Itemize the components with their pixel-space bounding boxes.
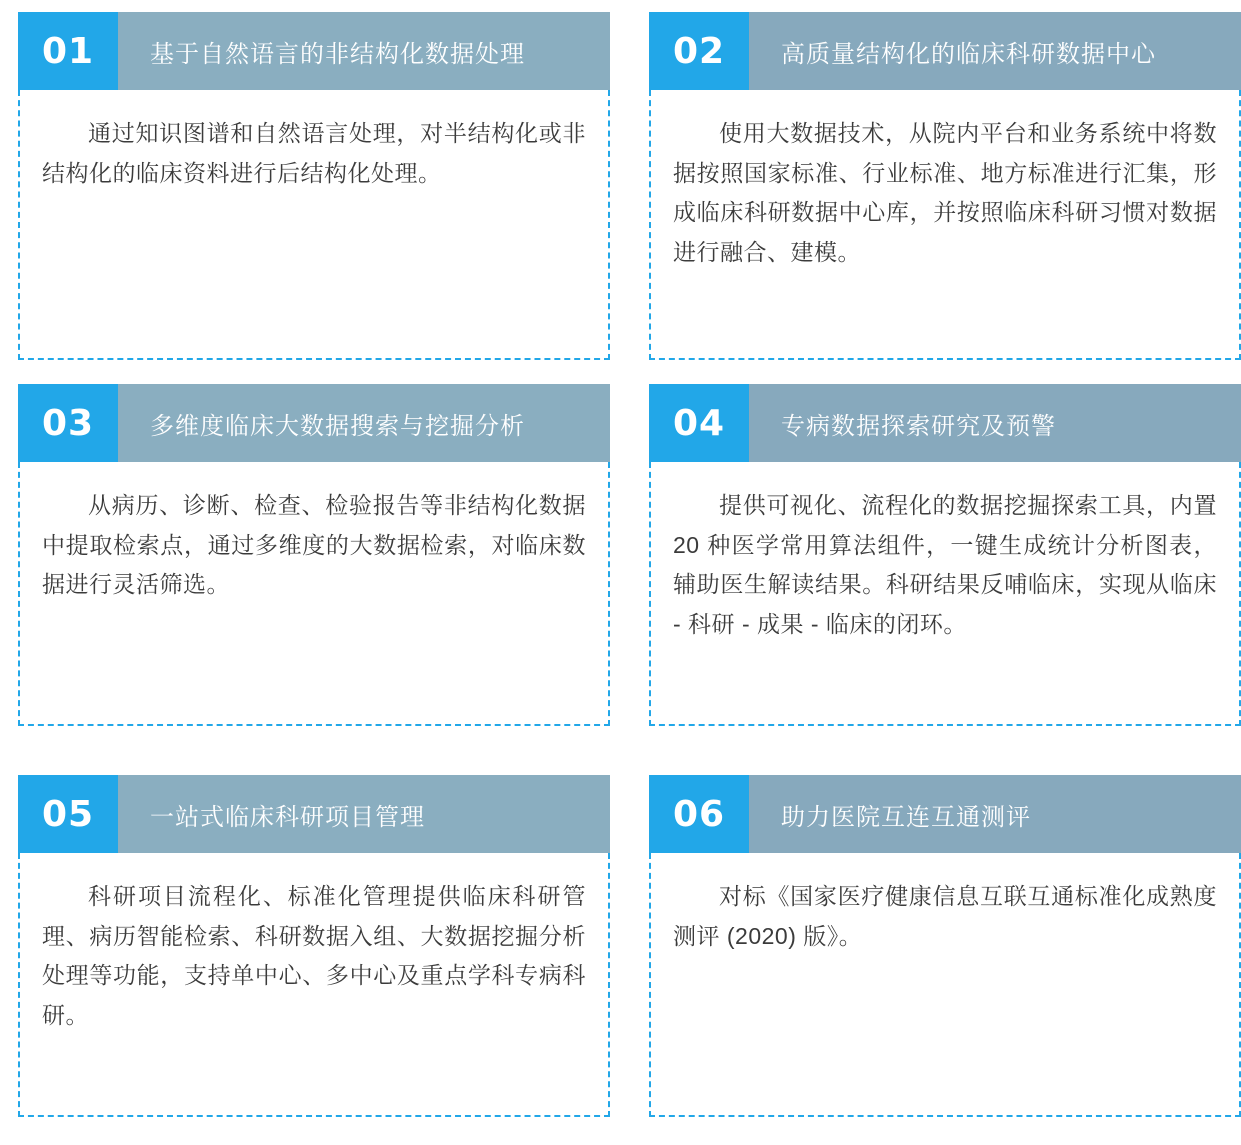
card-title: 专病数据探索研究及预警	[749, 384, 1241, 462]
card-number: 03	[18, 384, 118, 462]
card-body-text: 提供可视化、流程化的数据挖掘探索工具，内置 20 种医学常用算法组件，一键生成统计分析图表，辅助医生解读结果。科研结果反哺临床，实现从临床 - 科研 - 成果 - 临床的闭环。	[673, 492, 1217, 637]
card-body	[649, 853, 1241, 1117]
card-number: 02	[649, 12, 749, 90]
card-header	[18, 775, 610, 853]
card-body	[18, 853, 610, 1117]
card-header	[649, 12, 1241, 90]
card-number: 01	[18, 12, 118, 90]
card-title: 多维度临床大数据搜索与挖掘分析	[118, 384, 610, 462]
card-header	[18, 12, 610, 90]
feature-card-05	[18, 775, 610, 1145]
card-number: 06	[649, 775, 749, 853]
card-title: 基于自然语言的非结构化数据处理	[118, 12, 610, 90]
card-body	[18, 90, 610, 360]
feature-card-01	[18, 12, 610, 362]
card-header	[18, 384, 610, 462]
feature-card-03	[18, 384, 610, 755]
card-header	[649, 775, 1241, 853]
feature-card-02	[649, 12, 1241, 362]
card-title: 助力医院互连互通测评	[749, 775, 1241, 853]
card-body-text: 对标《国家医疗健康信息互联互通标准化成熟度测评 (2020) 版》。	[673, 883, 1217, 949]
feature-card-04	[649, 384, 1241, 755]
card-number: 04	[649, 384, 749, 462]
card-body-text: 从病历、诊断、检查、检验报告等非结构化数据中提取检索点，通过多维度的大数据检索，对临床数据进行灵活筛选。	[42, 492, 586, 598]
card-title: 高质量结构化的临床科研数据中心	[749, 12, 1241, 90]
card-header	[649, 384, 1241, 462]
feature-card-06	[649, 775, 1241, 1145]
card-number: 05	[18, 775, 118, 853]
card-body	[18, 462, 610, 726]
card-title: 一站式临床科研项目管理	[118, 775, 610, 853]
card-body-text: 使用大数据技术，从院内平台和业务系统中将数据按照国家标准、行业标准、地方标准进行汇集，形成临床科研数据中心库，并按照临床科研习惯对数据进行融合、建模。	[673, 120, 1217, 265]
card-body	[649, 462, 1241, 726]
card-body-text: 科研项目流程化、标准化管理提供临床科研管理、病历智能检索、科研数据入组、大数据挖掘分析处理等功能，支持单中心、多中心及重点学科专病科研。	[42, 883, 586, 1028]
card-body	[649, 90, 1241, 360]
card-body-text: 通过知识图谱和自然语言处理，对半结构化或非结构化的临床资料进行后结构化处理。	[42, 120, 586, 186]
